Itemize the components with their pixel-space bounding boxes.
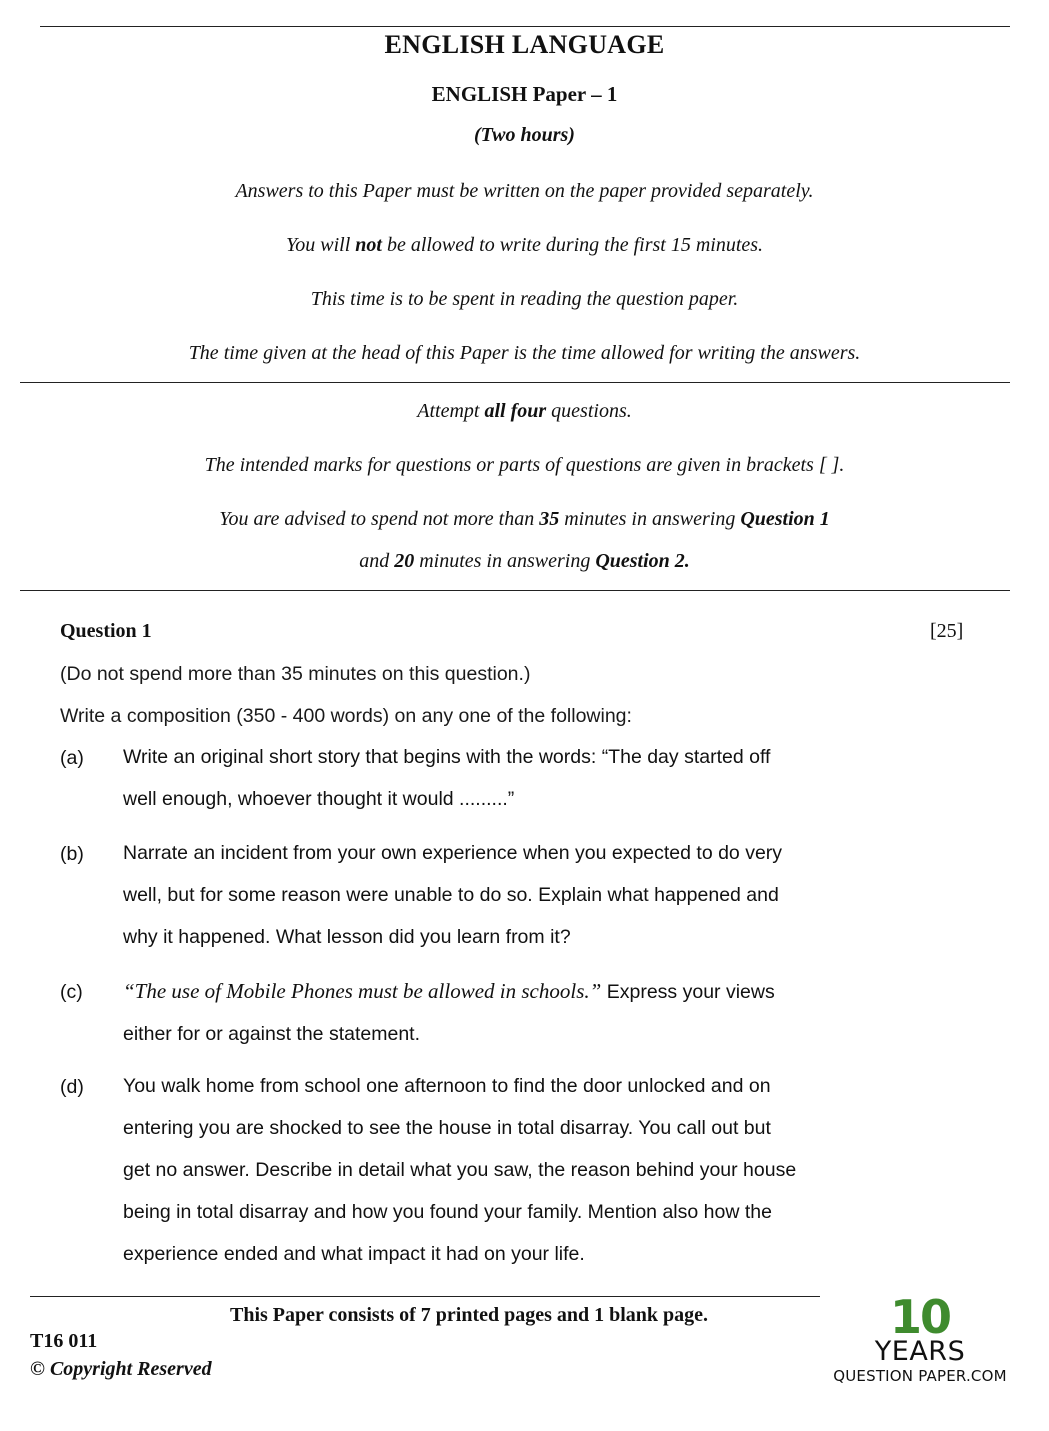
watermark-logo bbox=[820, 1290, 1020, 1386]
option-b-line-2: well, but for some reason were unable to do so. Explain what happened and bbox=[123, 884, 779, 906]
option-d-label: (d) bbox=[60, 1076, 84, 1098]
question-1-marks: [25] bbox=[930, 620, 964, 642]
pages-note: This Paper consists of 7 printed pages and 1 blank page. bbox=[230, 1304, 709, 1326]
divider-1 bbox=[20, 382, 1010, 383]
instruction-time-2: and 20 minutes in answering Question 2. bbox=[359, 550, 690, 572]
instruction-line-1: Answers to this Paper must be written on the paper provided separately. bbox=[235, 180, 814, 202]
question-1-prompt: Write a composition (350 - 400 words) on any one of the following: bbox=[60, 705, 632, 727]
question-1-note: (Do not spend more than 35 minutes on this question.) bbox=[60, 663, 531, 685]
option-a-text bbox=[123, 736, 883, 820]
copyright: © Copyright Reserved bbox=[30, 1358, 212, 1380]
question-1-heading: Question 1 bbox=[60, 620, 152, 642]
option-d-line-4: being in total disarray and how you found your family. Mention also how the bbox=[123, 1201, 772, 1223]
option-c-quote: “The use of Mobile Phones must be allowed in schools.” bbox=[123, 979, 602, 1003]
option-a-label: (a) bbox=[60, 747, 84, 769]
option-c-line-2: either for or against the statement. bbox=[123, 1023, 420, 1045]
instruction-line-2: You will not be allowed to write during the first 15 minutes. bbox=[285, 234, 764, 256]
option-c-line-1: “The use of Mobile Phones must be allowed in schools.” Express your views bbox=[123, 979, 775, 1003]
paper-title: ENGLISH LANGUAGE bbox=[384, 30, 665, 59]
instruction-attempt: Attempt all four questions. bbox=[417, 400, 632, 422]
instruction-time-1: You are advised to spend not more than 35 minutes in answering Question 1 bbox=[219, 508, 830, 530]
option-b-text bbox=[123, 832, 883, 958]
option-d-text bbox=[123, 1065, 883, 1275]
option-c-text bbox=[123, 970, 883, 1055]
paper-duration: (Two hours) bbox=[474, 124, 575, 146]
instruction-line-3: This time is to be spent in reading the question paper. bbox=[310, 288, 739, 310]
option-d-line-5: experience ended and what impact it had on your life. bbox=[123, 1243, 585, 1265]
paper-subtitle: ENGLISH Paper – 1 bbox=[431, 82, 618, 106]
divider-2 bbox=[20, 590, 1010, 591]
watermark-number: 10 bbox=[889, 1290, 950, 1344]
footer-rule bbox=[30, 1296, 820, 1297]
instruction-line-4: The time given at the head of this Paper is the time allowed for writing the answers. bbox=[188, 342, 861, 364]
watermark-years: YEARS bbox=[874, 1336, 966, 1367]
paper-code: T16 011 bbox=[30, 1330, 98, 1352]
option-d-line-2: entering you are shocked to see the house in total disarray. You call out but bbox=[123, 1117, 771, 1139]
option-d-line-1: You walk home from school one afternoon to find the door unlocked and on bbox=[123, 1075, 771, 1097]
option-a-line-1: Write an original short story that begins with the words: “The day started off bbox=[123, 746, 771, 768]
option-a-line-2: well enough, whoever thought it would .........” bbox=[123, 788, 515, 810]
watermark-site: QUESTION PAPER.COM bbox=[833, 1367, 1007, 1385]
option-b-line-1: Narrate an incident from your own experience when you expected to do very bbox=[123, 842, 783, 864]
option-b-line-3: why it happened. What lesson did you learn from it? bbox=[123, 926, 571, 948]
option-b-label: (b) bbox=[60, 843, 84, 865]
option-d-line-3: get no answer. Describe in detail what you saw, the reason behind your house bbox=[123, 1159, 797, 1181]
top-rule bbox=[40, 26, 1010, 27]
option-c-label: (c) bbox=[60, 981, 83, 1003]
instruction-marks: The intended marks for questions or parts of questions are given in brackets [ ]. bbox=[204, 454, 845, 476]
